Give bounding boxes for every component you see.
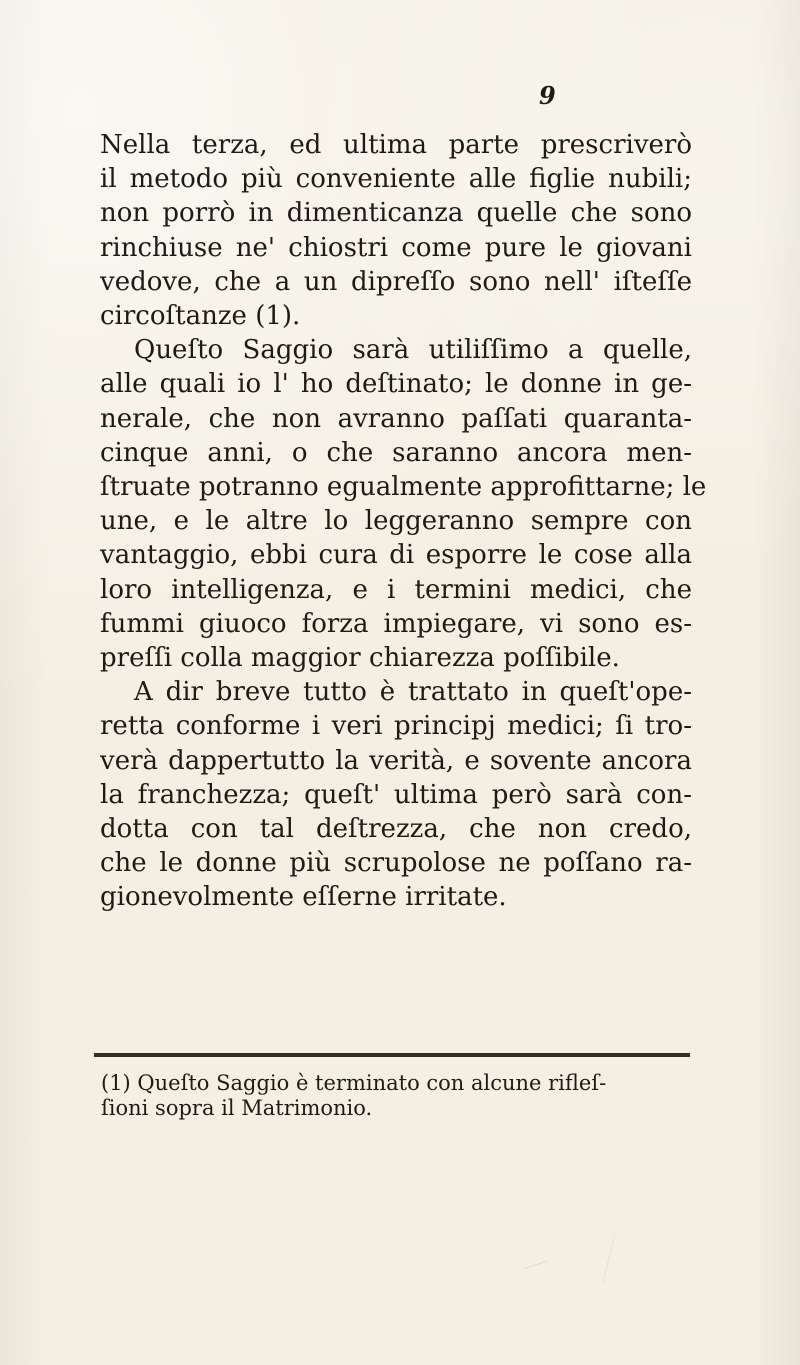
footnote-line: (1) Queſto Saggio è terminato con alcune rifleſ- xyxy=(101,1071,607,1095)
text-line: vantaggio, ebbi cura di esporre le cose alla xyxy=(100,540,692,571)
text-line: dotta con tal deſtrezza, che non credo, xyxy=(100,814,692,845)
text-line: il metodo più conveniente alle figlie nubili; xyxy=(100,164,692,195)
text-line: verà dappertutto la verità, e sovente ancora xyxy=(100,745,692,776)
text-line: alle quali io l' ho deſtinato; le donne in ge- xyxy=(100,369,692,400)
text-line: une, e le altre lo leggeranno sempre con xyxy=(100,506,692,537)
text-line: Queſto Saggio sarà utiliſſimo a quelle, xyxy=(134,335,692,366)
footnote-divider xyxy=(94,1053,690,1057)
paper-mark xyxy=(524,1260,552,1280)
footnote xyxy=(101,1071,691,1121)
text-line: Nella terza, ed ultima parte prescriverò xyxy=(100,130,692,160)
text-line: A dir breve tutto è trattato in queſt'ope- xyxy=(134,677,692,708)
footnote-line: ſioni sopra il Matrimonio. xyxy=(101,1096,373,1120)
paper-mark xyxy=(602,1234,648,1291)
text-line: preſſi colla maggior chiarezza poſſibile. xyxy=(100,643,620,674)
text-line: vedove, che a un dipreſſo sono nell' iſteſſe xyxy=(100,266,692,297)
text-line: la franchezza; queſt' ultima però sarà con- xyxy=(100,779,692,810)
text-line: ſtruate potranno egualmente approfittarne; le xyxy=(100,472,707,503)
text-line: rinchiuse ne' chiostri come pure le giovani xyxy=(100,232,692,263)
text-line: gionevolmente eſſerne irritate. xyxy=(100,882,507,913)
text-line: fummi giuoco forza impiegare, vi sono es- xyxy=(100,608,692,639)
page-number: 9 xyxy=(539,81,557,110)
text-line: non porrò in dimenticanza quelle che sono xyxy=(100,198,692,229)
text-line: retta conforme i veri principj medici; ſi tro- xyxy=(100,711,692,742)
text-line: cinque anni, o che saranno ancora men- xyxy=(100,437,692,468)
main-text xyxy=(100,128,707,915)
text-line: circoſtanze (1). xyxy=(100,301,301,332)
text-line: loro intelligenza, e i termini medici, che xyxy=(100,574,692,605)
text-line: nerale, che non avranno paſſati quaranta- xyxy=(100,403,692,434)
text-line: che le donne più scrupolose ne poſſano ra- xyxy=(100,848,692,879)
